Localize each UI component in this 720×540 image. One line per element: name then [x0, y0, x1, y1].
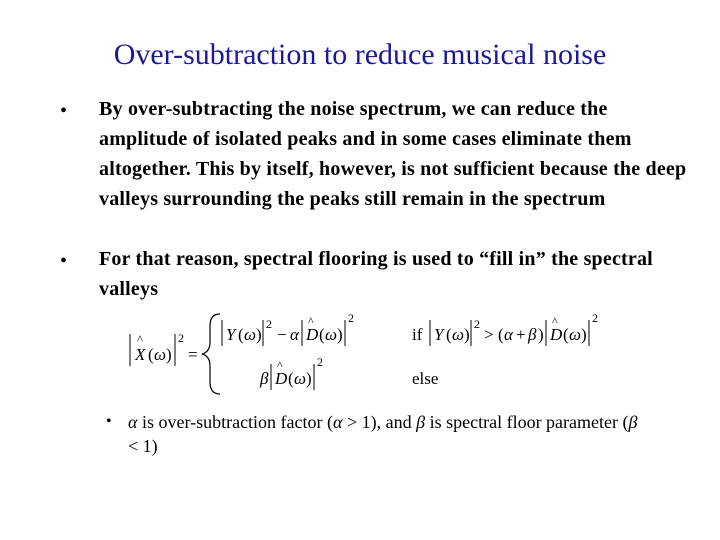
equation-brace: [202, 314, 220, 394]
svg-text:β: β: [260, 369, 269, 388]
svg-text:=: =: [188, 345, 198, 364]
svg-text:): ): [337, 325, 343, 344]
svg-text:(: (: [446, 325, 452, 344]
svg-text:2: 2: [317, 355, 323, 369]
spectral-flooring-equation: [122, 308, 642, 398]
sub-bullet-marker: •: [106, 413, 112, 430]
svg-text:ω: ω: [244, 325, 257, 344]
svg-text:): ): [538, 325, 544, 344]
svg-text:(: (: [238, 325, 244, 344]
svg-text:(: (: [148, 345, 154, 364]
bullet-marker: •: [60, 100, 68, 122]
svg-text:): ): [166, 345, 172, 364]
svg-text:ω: ω: [294, 369, 307, 388]
svg-text:): ): [464, 325, 470, 344]
bullet-text-spectral-flooring: For that reason, spectral flooring is used to “fill in” the spectral valleys: [99, 248, 653, 300]
svg-text:Y: Y: [434, 325, 444, 344]
svg-text:): ): [581, 325, 587, 344]
equation-case1-condition: [412, 311, 598, 346]
equation-case2-condition: else: [412, 369, 439, 388]
svg-text:X: X: [135, 345, 146, 364]
svg-text:Y: Y: [226, 325, 236, 344]
svg-text:−: −: [277, 325, 287, 344]
bullet-text-over-subtraction: By over-subtracting the noise spectrum, we can reduce the amplitude of isolated peaks and in some cases eliminate them altogether. This by itself, however, is not sufficient because the deep valleys surrounding the peaks still remain in the spectrum: [99, 98, 687, 210]
svg-text:D: D: [306, 325, 319, 344]
equation-case1-expression: [222, 311, 354, 346]
equation-lhs: [130, 331, 198, 366]
svg-text:): ): [306, 369, 312, 388]
svg-text:α: α: [290, 325, 299, 344]
equation-case2-expression: [259, 355, 323, 390]
svg-text:2: 2: [592, 311, 598, 325]
sub-bullet-text-parameters: α is over-subtraction factor (α > 1), and β is spectral floor parameter (β < 1): [128, 412, 638, 456]
svg-text:): ): [256, 325, 262, 344]
slide-title: Over-subtraction to reduce musical noise: [113, 38, 607, 71]
svg-text:ω: ω: [569, 325, 582, 344]
svg-text:D: D: [275, 369, 288, 388]
svg-text:(: (: [563, 325, 569, 344]
svg-text:^: ^: [277, 358, 283, 372]
svg-text:if: if: [412, 325, 423, 344]
svg-text:2: 2: [178, 331, 184, 345]
svg-text:2: 2: [474, 317, 480, 331]
svg-text:β: β: [528, 325, 537, 344]
svg-text:2: 2: [348, 311, 354, 325]
svg-text:^: ^: [552, 314, 558, 328]
svg-text:>: >: [484, 325, 494, 344]
svg-text:α: α: [504, 325, 513, 344]
svg-text:(: (: [288, 369, 294, 388]
svg-text:+: +: [516, 325, 526, 344]
svg-text:ω: ω: [325, 325, 338, 344]
svg-text:(: (: [498, 325, 504, 344]
svg-text:2: 2: [266, 317, 272, 331]
svg-text:D: D: [550, 325, 563, 344]
svg-text:ω: ω: [154, 345, 167, 364]
svg-text:(: (: [319, 325, 325, 344]
svg-text:^: ^: [308, 314, 314, 328]
bullet-marker: •: [60, 250, 68, 272]
svg-text:ω: ω: [452, 325, 465, 344]
svg-text:^: ^: [137, 332, 144, 347]
